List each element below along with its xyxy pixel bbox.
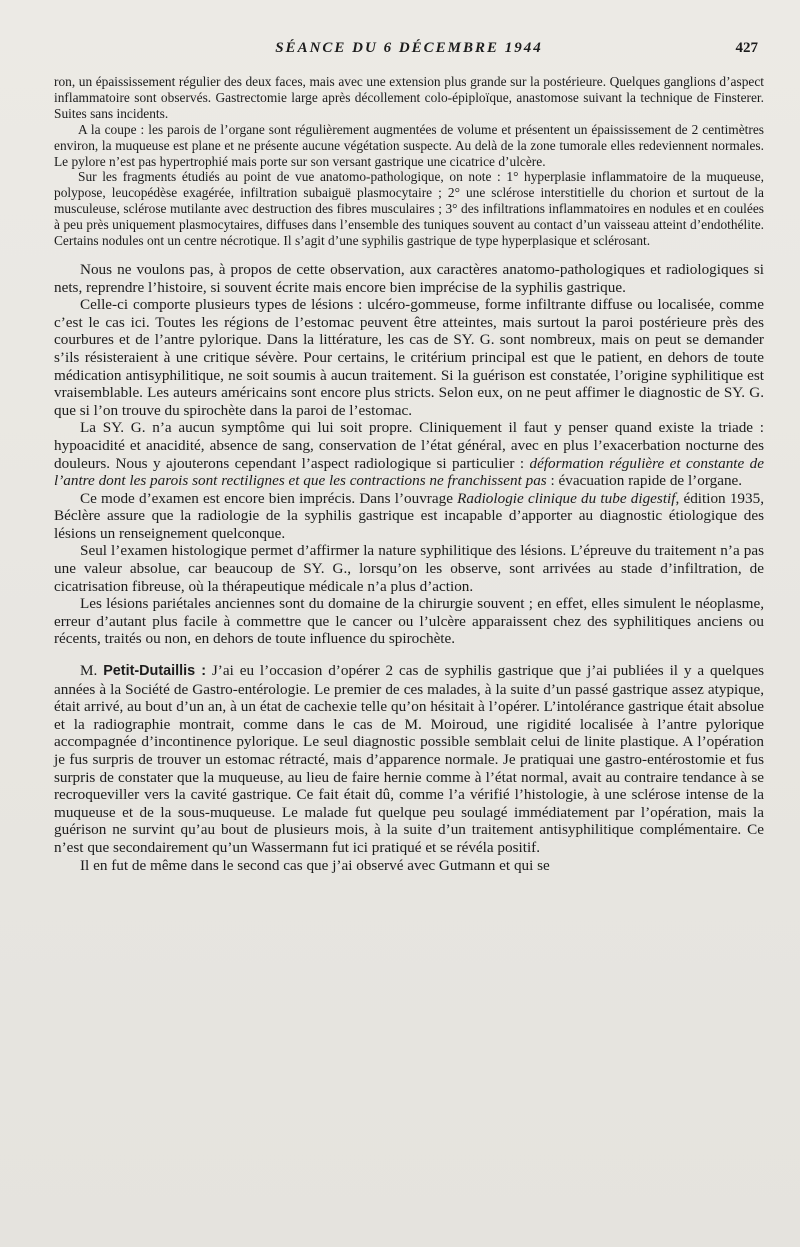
radiology-paragraph: [54, 419, 764, 489]
running-title: SÉANCE DU 6 DÉCEMBRE 1944: [275, 40, 543, 56]
page-number: 427: [735, 40, 758, 56]
conclusion-paragraph: Les lésions pariétales anciennes sont du domaine de la chirurgie souvent ; en effet, elles simulent le néoplasme, erreur d’autant plus facile à commettre que le cancer ou l’ulcère apparaissent chez des syphilitiques anciens ou récents, traités ou non, en dehors de toute influence du spirochète.: [54, 595, 764, 648]
case-report-paragraph: Sur les fragments étudiés au point de vue anatomo-pathologique, on note : 1° hyperplasie inflammatoire de la muqueuse, polypose, leucopédèse exagérée, infiltration subaiguë plasmocytaire ; 2° une sclérose interstitielle du chorion et surtout de la musculeuse, sclérose mutilante avec destruction des fibres musculaires ; 3° des infiltrations inflammatoires en nodules et en coulées à peu près uniquement plasmocytaires, diffuses dans l’ensemble des tuniques souvent au contact d’un vaisseau atteint d’endothélite. Certains nodules ont un centre nécrotique. Il s’agit d’une syphilis gastrique de type hyperplasique et sclérosant.: [54, 169, 764, 249]
discussion-paragraph: Celle-ci comporte plusieurs types de lésions : ulcéro-gommeuse, forme infiltrante diffuse ou localisée, comme c’est le cas ici. Toutes les régions de l’estomac peuvent être atteintes, mais surtout la paroi postérieure près des courbures et de l’antre pylorique. Dans la littérature, les cas de SY. G. sont nombreux, mais on peut se demander s’ils résisteraient à une critique sévère. Pour certains, le critérium principal est que le patient, en dehors de toute médication antisyphilitique, ne soit soumis à aucun traitement. Si la guérison est constatée, l’origine syphilitique est vraisemblable. Les auteurs américains sont encore plus stricts. Selon eux, on ne peut affimer le diagnostic de SY. G. que si l’on trouve du spirochète dans la paroi de l’estomac.: [54, 296, 764, 419]
speaker-name: Petit-Dutaillis :: [103, 663, 207, 680]
case-report-section: [54, 74, 764, 249]
exam-paragraph: [54, 490, 764, 543]
discussion-paragraph: Nous ne voulons pas, à propos de cette observation, aux caractères anatomo-pathologiques et radiologiques si nets, reprendre l’histoire, si souvent écrite mais encore bien imprécise de la syphilis gastrique.: [54, 260, 764, 296]
discussion-section: [54, 261, 764, 874]
case-report-paragraph: ron, un épaississement régulier des deux faces, mais avec une extension plus grande sur la postérieure. Quelques ganglions d’aspect inflammatoire sont observés. Gastrectomie large après décollement colo-épiploïque, anastomose suivant la technique de Finsterer. Suites sans incidents.: [54, 74, 764, 121]
case-report-paragraph: A la coupe : les parois de l’organe sont régulièrement augmentées de volume et présentent un épaississement de 2 centimètres environ, la muqueuse est plane et ne présente aucune végétation suspecte. Au delà de la zone tumorale elles redeviennent normales. Le pylore n’est pas hypertrophié mais porte sur son versant gastrique une cicatrice d’ulcère.: [54, 121, 764, 169]
book-title: Radiologie clinique du tube digestif: [457, 489, 676, 507]
intervention-text: J’ai eu l’occasion d’opérer 2 cas de syphilis gastrique que j’ai publiées il y a quelques années à la Société de Gastro-entérologie. Le premier de ces malades, à la suite d’un passé gastrique assez atypique, était arrivé, au bout d’un an, à un état de cachexie telle qu’on hésitait à l’opérer. L’intolérance gastrique était absolue et la radiographie montrait, comme dans le cas de M. Moiroud, une rigidité localisée à l’antre pylorique accompagnée d’incontinence pylorique. Le seul diagnostic possible semblait celui de linite plastique. A l’opération je fus surpris de trouver un estomac rétracté, mais d’apparence normale. Je pratiquai une gastro-entérostomie et fus surpris de constater que la muqueuse, au lieu de faire hernie comme à l’état normal, avait au contraire tendance à se recroqueviller vers la cavité gastrique. Ce fait était dû, comme l’a vérifié l’histologie, à une sclérose intense de la muqueuse et de la sous-muqueuse. Le malade fut quelque peu soulagé immédiatement par l’opération, mais la guérison ne survint qu’au bout de plusieurs mois, à la suite d’un traitement antisyphilitique complémentaire. Ce n’est que secondairement qu’un Wassermann fut ici pratiqué et se révéla positif.: [54, 662, 764, 856]
body-text: [54, 74, 764, 874]
speaker-prefix: M.: [80, 662, 104, 680]
exam-text-end: , édition 1935, Béclère assure que la radiologie de la syphilis gastrique est incapable d’apporter au diagnostic étiologique des lésions un renseignement quelconque.: [54, 489, 764, 542]
radiology-text: La SY. G. n’a aucun symptôme qui lui soit propre. Cliniquement il faut y penser quand existe la triade : hypoacidité et anacidité, absence de sang, conservation de l’état général, avec en plus l’exacerbation nocturne des douleurs. Nous y ajouterons cependant l’aspect radiologique si particulier :: [54, 419, 764, 472]
conclusion-paragraph: Seul l’examen histologique permet d’affirmer la nature syphilitique des lésions. L’épreuve du traitement n’a pas une valeur absolue, car beaucoup de SY. G., lorsqu’on les observe, sont arrivées au stade d’infiltration, de cicatrisation fibreuse, où la thérapeutique médicale n’a plus d’action.: [54, 542, 764, 595]
running-head: [54, 40, 764, 62]
intervention-paragraph: [54, 662, 764, 857]
radiology-text-end: : évacuation rapide de l’organe.: [546, 472, 743, 490]
radiology-emphasis: déformation régulière et constante de l’antre dont les parois sont rectilignes et que les contractions ne franchissent pas: [54, 454, 764, 490]
intervention-continuation: Il en fut de même dans le second cas que j’ai observé avec Gutmann et qui se: [80, 856, 550, 874]
exam-text: Ce mode d’examen est encore bien imprécis. Dans l’ouvrage: [80, 489, 458, 507]
